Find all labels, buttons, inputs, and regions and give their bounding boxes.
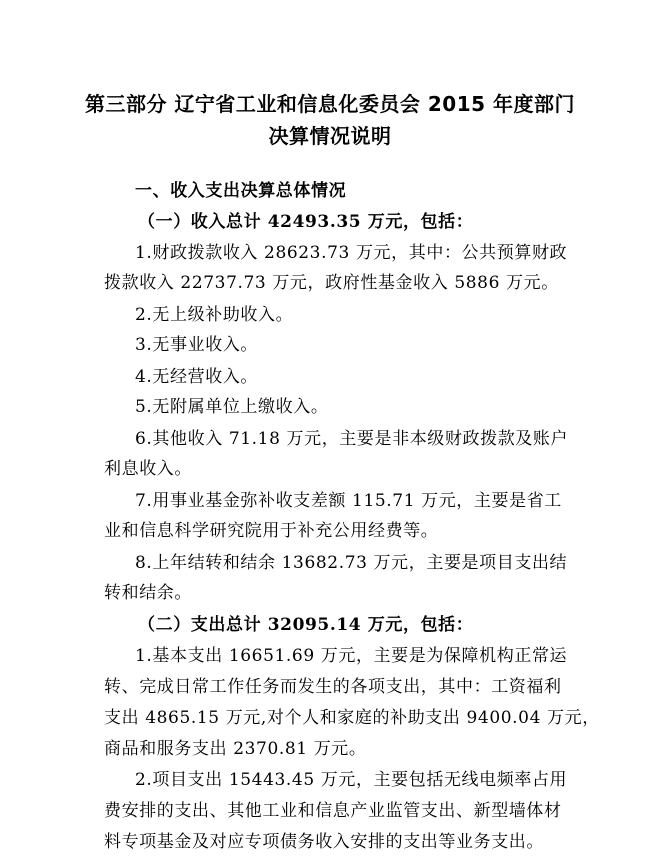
income-item-1-line-2: 拨款收入 22737.73 万元，政府性基金收入 5886 万元。	[104, 273, 559, 294]
income-item-6-line-2: 利息收入。	[104, 459, 192, 480]
expense-item-2-line-3: 料专项基金及对应专项债务收入安排的支出等业务支出。	[104, 832, 544, 852]
section-heading: 一、收入支出决算总体情况	[135, 181, 347, 201]
income-item-4: 4.无经营收入。	[135, 366, 259, 387]
document-title-line-2: 决算情况说明	[268, 124, 392, 148]
income-item-8-line-2: 转和结余。	[104, 583, 192, 604]
income-item-7-line-1: 7.用事业基金弥补收支差额 115.71 万元，主要是省工	[135, 490, 562, 511]
expense-item-1-line-1: 1.基本支出 16651.69 万元，主要是为保障机构正常运	[135, 646, 568, 667]
income-item-6-line-1: 6.其他收入 71.18 万元，主要是非本级财政拨款及账户	[135, 428, 569, 449]
expense-item-1-line-4: 商品和服务支出 2370.81 万元。	[104, 738, 367, 759]
expense-item-1-line-2: 转、完成日常工作任务而发生的各项支出，其中：工资福利	[104, 676, 562, 697]
income-item-2: 2.无上级补助收入。	[135, 304, 294, 325]
expense-heading: （二）支出总计 32095.14 万元，包括：	[138, 614, 474, 635]
income-item-1-line-1: 1.财政拨款收入 28623.73 万元，其中：公共预算财政	[135, 242, 568, 263]
income-item-5: 5.无附属单位上缴收入。	[135, 397, 329, 418]
income-item-8-line-1: 8.上年结转和结余 13682.73 万元，主要是项目支出结	[135, 552, 568, 573]
expense-item-2-line-1: 2.项目支出 15443.45 万元，主要包括无线电频率占用	[135, 770, 568, 791]
income-item-3: 3.无事业收入。	[135, 335, 259, 356]
document-title-line-1: 第三部分 辽宁省工业和信息化委员会 2015 年度部门	[84, 92, 576, 116]
income-item-7-line-2: 业和信息科学研究院用于补充公用经费等。	[104, 521, 439, 542]
income-heading: （一）收入总计 42493.35 万元，包括：	[138, 211, 474, 232]
expense-item-2-line-2: 费安排的支出、其他工业和信息产业监管支出、新型墙体材	[104, 800, 562, 821]
expense-item-1-line-3: 支出 4865.15 万元,对个人和家庭的补助支出 9400.04 万元，	[104, 708, 600, 729]
